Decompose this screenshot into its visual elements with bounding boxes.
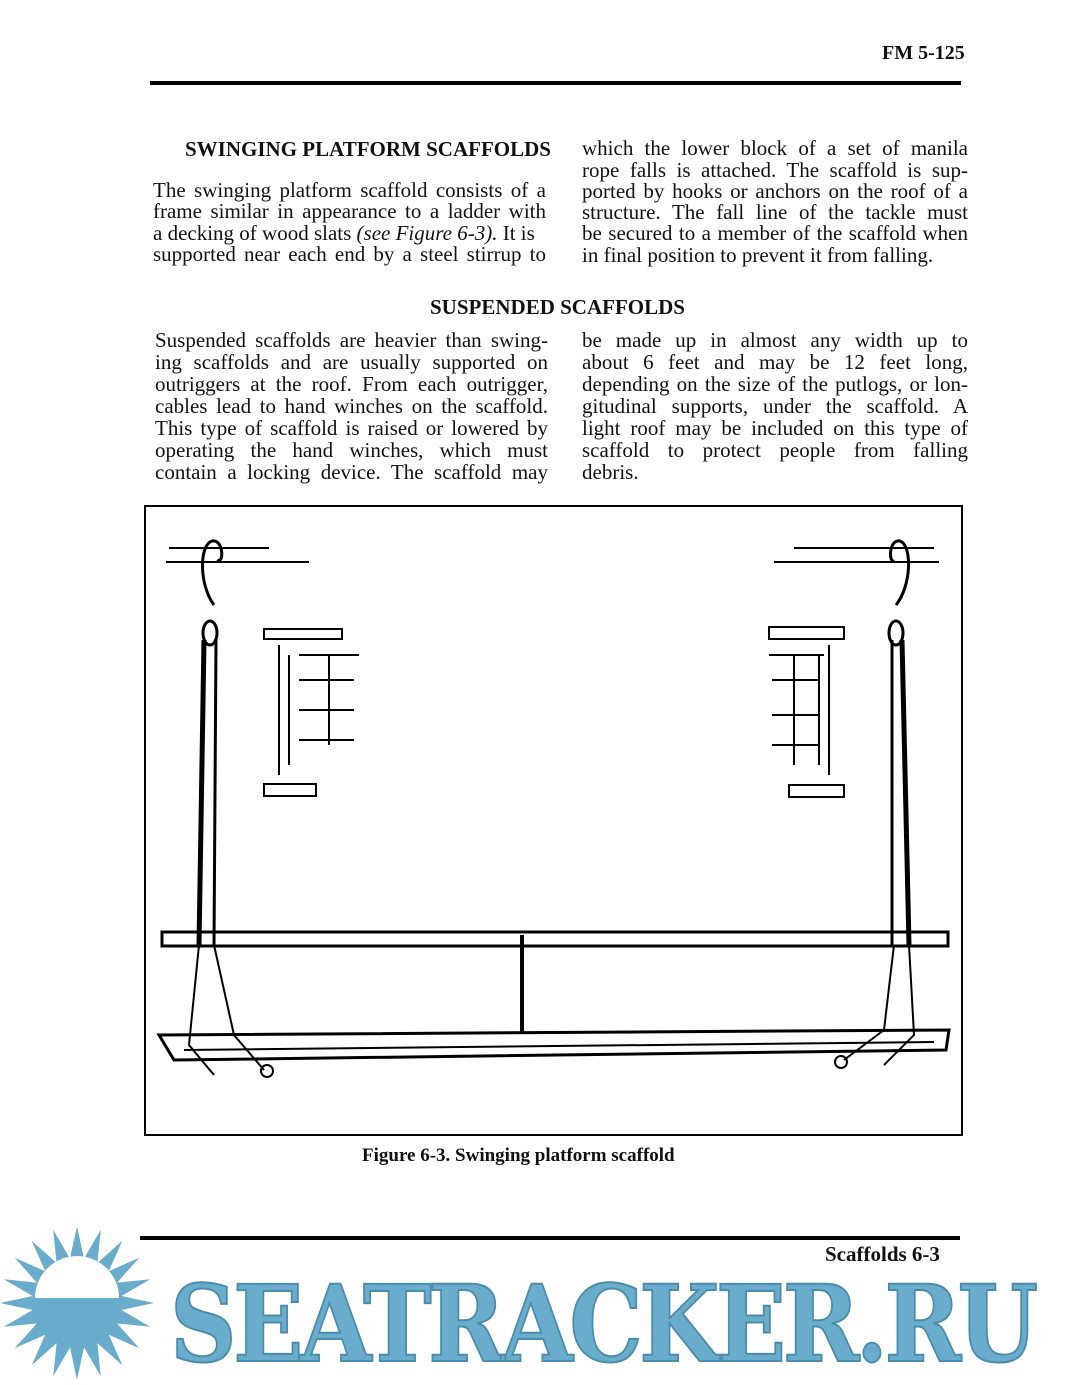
text-line: rope falls is attached. The scaffold is sup- (582, 158, 968, 182)
text-line: ported by hooks or anchors on the roof of a (582, 179, 968, 203)
text-line: depending on the size of the putlogs, or lon- (582, 372, 968, 396)
text-line: supported near each end by a steel stirrup to (153, 242, 546, 266)
section-heading-swinging: SWINGING PLATFORM SCAFFOLDS (185, 137, 551, 161)
doc-id: FM 5-125 (882, 42, 965, 64)
text-line: scaffold to protect people from falling (582, 438, 968, 462)
text-line: debris. (582, 460, 639, 484)
text-span: a decking of wood slats (153, 221, 352, 245)
sun-logo-icon (0, 1228, 160, 1383)
page-footer-label: Scaffolds 6-3 (825, 1242, 940, 1266)
text-line: ing scaffolds and are usually supported on (155, 350, 548, 374)
text-line: operating the hand winches, which must (155, 438, 548, 462)
figure-reference: (see Figure 6-3). (356, 221, 498, 245)
text-line: which the lower block of a set of manila (582, 136, 968, 160)
text-line: be made up in almost any width up to (582, 328, 968, 352)
text-line: in final position to prevent it from falling. (582, 243, 934, 267)
text-line: structure. The fall line of the tackle must (582, 200, 968, 224)
text-line: frame similar in appearance to a ladder with (153, 199, 546, 223)
text-line: The swinging platform scaffold consists of a (153, 178, 546, 202)
text-line: outriggers at the roof. From each outrigger, (155, 372, 548, 396)
text-line: be secured to a member of the scaffold when (582, 221, 968, 245)
text-line: This type of scaffold is raised or lowered by (155, 416, 548, 440)
footer-rule (140, 1236, 960, 1240)
header-rule (150, 81, 961, 85)
text-line: about 6 feet and may be 12 feet long, (582, 350, 968, 374)
sun-rays (0, 1228, 154, 1380)
text-line: gitudinal supports, under the scaffold. A (582, 394, 968, 418)
text-line: light roof may be included on this type of (582, 416, 968, 440)
text-line: cables lead to hand winches on the scaffold. (155, 394, 548, 418)
watermark-text: SEATRACKER.RU (170, 1261, 1035, 1385)
text-line (153, 222, 546, 244)
text-span: It is (502, 221, 535, 245)
text-line: Suspended scaffolds are heavier than swing- (155, 328, 548, 352)
figure-caption: Figure 6-3. Swinging platform scaffold (362, 1145, 675, 1166)
section-heading-suspended: SUSPENDED SCAFFOLDS (430, 295, 685, 319)
scaffold-illustration (144, 505, 964, 1137)
text-line: contain a locking device. The scaffold may (155, 460, 548, 484)
